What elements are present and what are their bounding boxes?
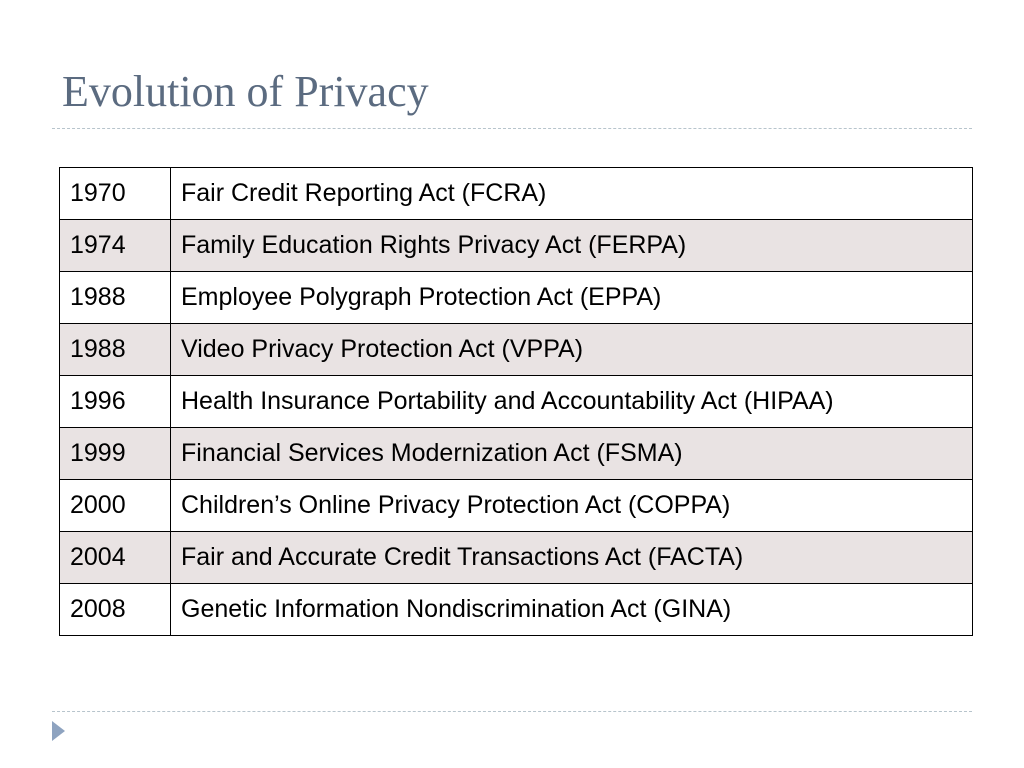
footer-divider [52,711,972,712]
year-cell: 1988 [60,272,171,324]
table-row [60,168,973,220]
table-row [60,532,973,584]
year-cell: 1974 [60,220,171,272]
table-row [60,376,973,428]
year-cell: 1988 [60,324,171,376]
year-cell: 2000 [60,480,171,532]
table-row [60,324,973,376]
table-row [60,272,973,324]
act-cell: Financial Services Modernization Act (FSMA) [171,428,973,480]
table-row [60,428,973,480]
year-cell: 2008 [60,584,171,636]
act-cell: Family Education Rights Privacy Act (FERPA) [171,220,973,272]
privacy-acts-table [59,167,973,636]
year-cell: 1970 [60,168,171,220]
act-cell: Video Privacy Protection Act (VPPA) [171,324,973,376]
table-row [60,480,973,532]
table-row [60,220,973,272]
act-cell: Children’s Online Privacy Protection Act (COPPA) [171,480,973,532]
year-cell: 1999 [60,428,171,480]
act-cell: Genetic Information Nondiscrimination Act (GINA) [171,584,973,636]
year-cell: 1996 [60,376,171,428]
act-cell: Employee Polygraph Protection Act (EPPA) [171,272,973,324]
table-row [60,584,973,636]
act-cell: Fair Credit Reporting Act (FCRA) [171,168,973,220]
title-divider [52,128,972,129]
slide-title: Evolution of Privacy [62,67,429,116]
triangle-right-icon [52,721,65,741]
act-cell: Health Insurance Portability and Accountability Act (HIPAA) [171,376,973,428]
year-cell: 2004 [60,532,171,584]
act-cell: Fair and Accurate Credit Transactions Act (FACTA) [171,532,973,584]
